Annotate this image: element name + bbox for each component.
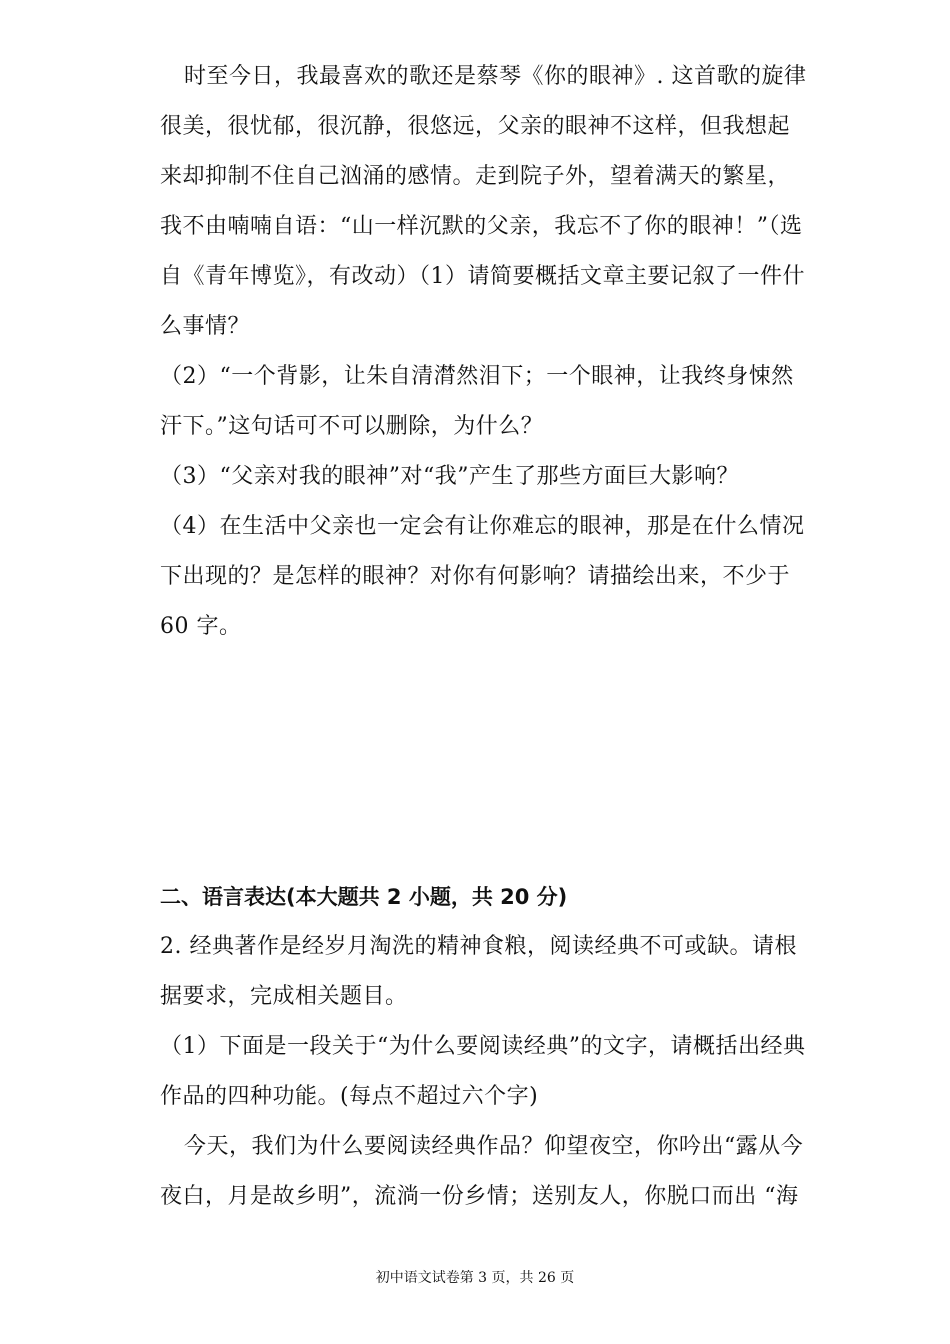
passage-line: 我不由喃喃自语：“山一样沉默的父亲，我忘不了你的眼神！”（选 [160,214,803,239]
sub-question-1: （1）下面是一段关于“为什么要阅读经典”的文字，请概括出经典 [160,1034,806,1059]
sub-question-1-continued: 作品的四种功能。(每点不超过六个字) [160,1084,539,1109]
section-heading: 二、语言表达(本大题共 2 小题，共 20 分) [160,885,568,909]
question-4: （4）在生活中父亲也一定会有让你难忘的眼神，那是在什么情况 [160,514,805,539]
question-4-continued: 下出现的？是怎样的眼神？对你有何影响？请描绘出来，不少于 [160,564,791,589]
passage-line: 么事情？ [160,314,251,339]
reading-line: 夜白，月是故乡明”，流淌一份乡情；送别友人，你脱口而出 “海 [160,1184,799,1209]
passage-line: 时至今日，我最喜欢的歌还是蔡琴《你的眼神》. 这首歌的旋律 [184,64,807,89]
item-2-continued: 据要求，完成相关题目。 [160,984,408,1009]
question-2-continued: 汗下。”这句话可不可以删除，为什么？ [160,414,544,439]
question-3: （3）“父亲对我的眼神”对“我”产生了那些方面巨大影响？ [160,464,739,489]
passage-line: 自《青年博览》，有改动）（1）请简要概括文章主要记叙了一件什 [160,264,805,289]
passage-line: 来却抑制不住自己汹涌的感情。走到院子外，望着满天的繁星， [160,164,791,189]
item-2: 2. 经典著作是经岁月淘洗的精神食粮，阅读经典不可或缺。请根 [160,934,797,959]
passage-line: 很美，很忧郁，很沉静，很悠远，父亲的眼神不这样，但我想起 [160,114,791,139]
reading-line: 今天，我们为什么要阅读经典作品？仰望夜空，你吟出“露从今 [184,1134,804,1159]
question-2: （2）“一个背影，让朱自清潸然泪下；一个眼神，让我终身悚然 [160,364,794,389]
page-footer: 初中语文试卷第 3 页，共 26 页 [375,1270,575,1286]
question-4-continued: 60 字。 [160,614,242,639]
